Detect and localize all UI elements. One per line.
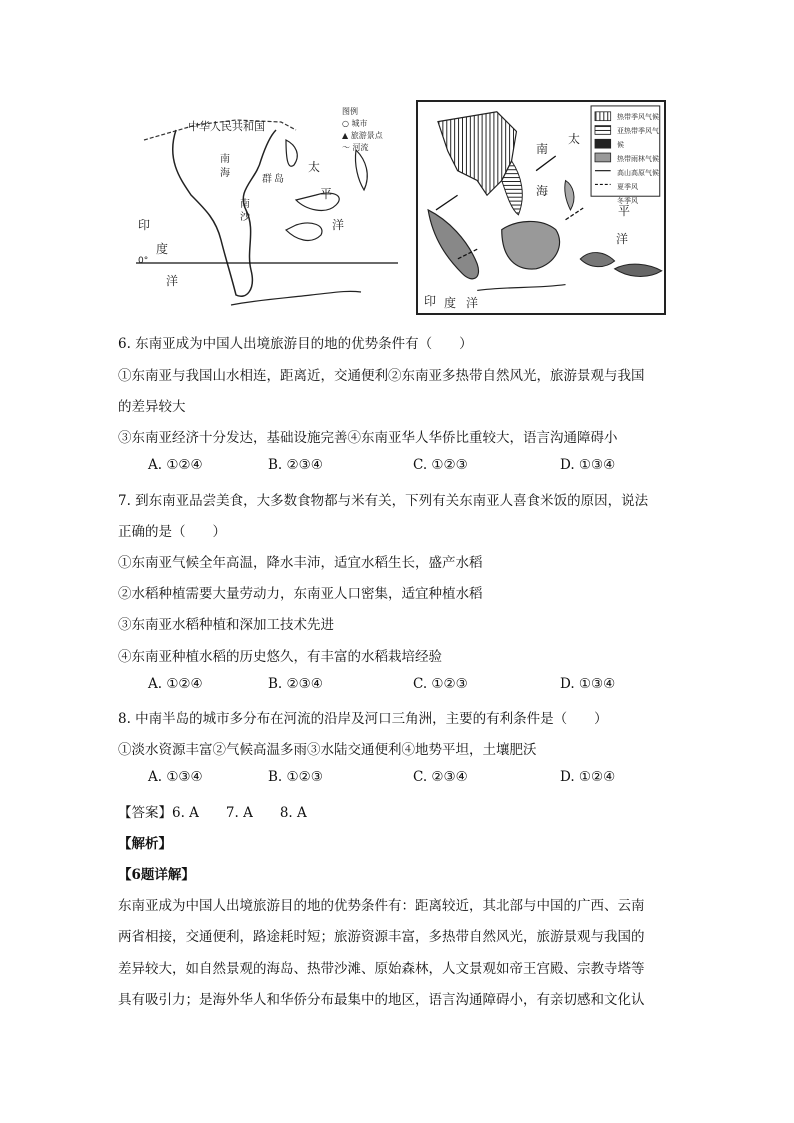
place-label: 海 [220,168,230,179]
detail-paragraph-line: 差异较大，如自然景观的海岛、热带沙滩、原始森林，人文景观如帝王宫殿、宗教寺塔等 [118,961,645,977]
q7-statement-1: ①东南亚气候全年高温，降水丰沛，适宜水稻生长，盛产水稻 [118,555,483,571]
q6-statement-1-cont: 的差异较大 [118,399,186,415]
q8-option-b: B. ①②③ [268,769,323,785]
q6-option-b: B. ②③④ [268,457,323,473]
ocean-label: 印 [424,294,437,308]
ocean-label: 洋 [466,296,479,310]
map2-legend-item: 冬季风 [617,197,638,205]
detail-heading: 【6题详解】 [118,867,195,883]
map1-legend-item: 〜 河流 [342,143,369,152]
map1-country-label: 中华人民共和国 [188,120,265,133]
ocean-label: 洋 [166,274,179,288]
q7-option-b: B. ②③④ [268,676,323,692]
q6-option-d: D. ①③④ [560,457,616,473]
q8-option-d: D. ①②④ [560,769,616,785]
ocean-label: 度 [156,242,169,256]
detail-paragraph-line: 具有吸引力；是海外华人和华侨分布最集中的地区，语言沟通障碍小，有亲切感和文化认 [118,992,645,1008]
detail-paragraph-line: 两省相接，交通便利，路途耗时短；旅游资源丰富，多热带自然风光，旅游景观与我国的 [118,929,645,945]
maps-figure [120,100,680,315]
q7-stem-line2: 正确的是（ ） [118,524,226,540]
q6-stem: 6. 东南亚成为中国人出境旅游目的地的优势条件有（ ） [118,336,473,352]
place-label: 岛 [274,174,284,185]
q7-statement-2: ②水稻种植需要大量劳动力，东南亚人口密集，适宜种植水稻 [118,586,483,602]
map2-legend [617,110,664,208]
ocean-label: 平 [320,187,333,201]
ocean-label: 印 [138,218,151,232]
place-label: 群 [262,174,272,185]
q6-option-a: A. ①②④ [148,457,203,473]
ocean-label: 度 [444,296,457,310]
map1-legend-item: ○ 城市 [342,119,368,128]
sea-label: 海 [536,184,549,198]
equator-label: 0° [138,256,149,266]
q7-stem-line1: 7. 到东南亚品尝美食，大多数食物都与米有关，下列有关东南亚人喜食米饭的原因，说法 [118,493,649,509]
ocean-label: 洋 [616,232,629,246]
map2-legend-item: 高山高原气候 [617,169,659,177]
ocean-label: 平 [618,204,631,218]
q6-statement-1: ①东南亚与我国山水相连，距离近，交通便利②东南亚多热带自然风光，旅游景观与我国 [118,368,645,384]
place-label: 南 [240,199,250,210]
q7-option-a: A. ①②④ [148,676,203,692]
q8-option-c: C. ②③④ [413,769,468,785]
q8-statement: ①淡水资源丰富②气候高温多雨③水陆交通便利④地势平坦，土壤肥沃 [118,742,537,758]
southeast-asia-tourism-map [136,100,398,315]
analysis-heading: 【解析】 [118,836,172,852]
q8-stem: 8. 中南半岛的城市多分布在河流的沿岸及河口三角洲，主要的有利条件是（ ） [118,711,608,727]
map1-legend-title: 图例 [342,107,358,116]
place-label: 沙 [240,212,250,223]
ocean-label: 太 [568,132,581,146]
ocean-label: 洋 [332,218,345,232]
map2-legend-item: 热带雨林气候 [617,155,659,163]
map1-legend-item: ▲ 旅游景点 [342,131,383,140]
q6-statement-2: ③东南亚经济十分发达，基础设施完善④东南亚华人华侨比重较大，语言沟通障碍小 [118,430,618,446]
sea-label: 南 [536,142,549,156]
answer-line: 【答案】6. A 7. A 8. A [118,805,307,821]
q7-option-c: C. ①②③ [413,676,468,692]
q8-option-a: A. ①③④ [148,769,203,785]
southeast-asia-climate-map [416,100,666,315]
map2-legend-item: 热带季风气候 [617,113,659,121]
map1-legend [342,106,383,154]
map2-legend-item: 亚热带季风气候 [617,127,659,149]
q7-statement-3: ③东南亚水稻种植和深加工技术先进 [118,617,334,633]
map2-legend-item: 夏季风 [617,183,638,191]
q6-option-c: C. ①②③ [413,457,468,473]
q7-option-d: D. ①③④ [560,676,616,692]
ocean-label: 太 [308,160,321,174]
place-label: 南 [220,154,230,165]
q7-statement-4: ④东南亚种植水稻的历史悠久，有丰富的水稻栽培经验 [118,649,442,665]
detail-paragraph-line: 东南亚成为中国人出境旅游目的地的优势条件有：距离较近，其北部与中国的广西、云南 [118,898,645,914]
